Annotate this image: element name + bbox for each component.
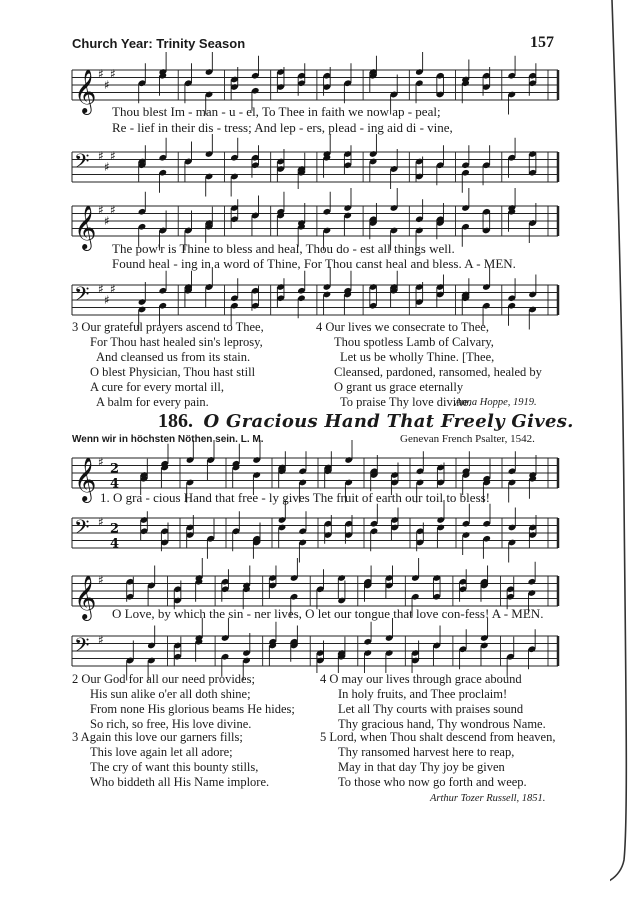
- stanza-3: [72, 730, 269, 790]
- stanza-line: The cry of want this bounty stills,: [90, 760, 259, 774]
- stanza-line: Who biddeth all His Name implore.: [90, 775, 270, 789]
- stanza-line: For Thou hast healed sin's leprosy,: [90, 335, 263, 349]
- stanza-line: A cure for every mortal ill,: [90, 380, 224, 394]
- stanza-line: Let all Thy courts with praises sound: [338, 702, 524, 716]
- svg-text:♯: ♯: [98, 148, 104, 163]
- section-header: Church Year: Trinity Season: [72, 36, 246, 51]
- svg-text:♯: ♯: [98, 632, 104, 647]
- svg-text:4: 4: [110, 536, 120, 552]
- svg-text:2: 2: [110, 521, 120, 537]
- svg-text:♯: ♯: [98, 514, 104, 529]
- stanza-line: 4 O may our lives through grace abound: [320, 672, 522, 686]
- stanza-line: His sun alike o'er all doth shine;: [90, 687, 251, 701]
- author-attribution: Anna Hoppe, 1919.: [455, 397, 537, 408]
- stanza-line: 3 Again this love our garners fills;: [72, 730, 243, 744]
- music-staff-bass: [72, 512, 558, 556]
- stanza-line: In holy fruits, and Thee proclaim!: [338, 687, 508, 701]
- svg-text:𝄢: 𝄢: [74, 149, 90, 178]
- svg-text:♯: ♯: [110, 148, 116, 163]
- stanza-5: [320, 730, 555, 790]
- stanza-line: To those who now go forth and weep.: [338, 775, 527, 789]
- svg-text:♯: ♯: [110, 202, 116, 217]
- stanza-line: 5 Lord, when Thou shalt descend from heaven,: [320, 730, 556, 744]
- stanza-line: Thou spotless Lamb of Calvary,: [334, 335, 494, 349]
- stanza-line: To praise Thy love divine.: [340, 395, 472, 409]
- author-attribution: Arthur Tozer Russell, 1851.: [430, 793, 546, 804]
- svg-text:♯: ♯: [110, 66, 116, 81]
- page-edge-decoration: [610, 0, 640, 914]
- stanza-line: Thy ransomed harvest here to reap,: [338, 745, 515, 759]
- stanza-line: O grant us grace eternally: [334, 380, 464, 394]
- lyric-line: The pow'r is Thine to bless and heal, Thou do - est all things well.: [112, 241, 455, 256]
- svg-text:♯: ♯: [98, 281, 104, 296]
- svg-text:𝄞: 𝄞: [74, 69, 97, 113]
- lyric-line: Found heal - ing in a word of Thine, For Thou canst heal and bless. A - MEN.: [112, 256, 516, 271]
- svg-text:♯: ♯: [104, 160, 110, 174]
- stanza-line: 4 Our lives we consecrate to Thee,: [316, 320, 489, 334]
- svg-text:4: 4: [110, 476, 120, 492]
- svg-text:♯: ♯: [104, 214, 110, 228]
- svg-text:𝄢: 𝄢: [74, 515, 90, 544]
- stanza-line: May in that day Thy joy be given: [338, 760, 505, 774]
- lyric-line: O Love, by which the sin - ner lives, O let our tongue that love con-fess! A - MEN.: [112, 606, 544, 621]
- stanza-line: So rich, so free, His love divine.: [90, 717, 252, 731]
- stanza-line: This love again let all adore;: [90, 745, 233, 759]
- svg-text:2: 2: [110, 461, 120, 477]
- svg-text:♯: ♯: [104, 293, 110, 307]
- hymn-name: O Gracious Hand That Freely Gives.: [203, 411, 574, 432]
- svg-text:𝄞: 𝄞: [74, 457, 97, 501]
- hymn-title: [158, 410, 574, 433]
- svg-text:♯: ♯: [98, 454, 104, 469]
- music-staff-bass: [72, 279, 558, 323]
- svg-text:♯: ♯: [98, 202, 104, 217]
- music-staff-bass: [72, 630, 558, 674]
- page-number: 157: [530, 34, 554, 51]
- svg-text:𝄞: 𝄞: [74, 575, 97, 619]
- stanza-line: Let us be wholly Thine. [Thee,: [340, 350, 495, 364]
- tune-source: Genevan French Psalter, 1542.: [400, 433, 535, 445]
- tune-name: Wenn wir in höchsten Nöthen sein. L. M.: [72, 434, 264, 445]
- stanza-4: [320, 672, 546, 732]
- stanza-line: 2 Our God for all our need provides;: [72, 672, 255, 686]
- svg-text:𝄢: 𝄢: [74, 282, 90, 311]
- svg-text:♯: ♯: [110, 281, 116, 296]
- lyric-line: Re - lief in their dis - tress; And lep - ers, plead - ing aid di - vine,: [112, 120, 453, 135]
- stanza-2: [72, 672, 295, 732]
- lyric-line: Thou blest Im - man - u - el, To Thee in faith we now ap - peal;: [112, 104, 441, 119]
- stanza-line: From none His glorious beams He hides;: [90, 702, 295, 716]
- svg-text:♯: ♯: [104, 78, 110, 92]
- stanza-line: And cleansed us from its stain.: [96, 350, 251, 364]
- svg-text:𝄞: 𝄞: [74, 205, 97, 249]
- stanza-line: 3 Our grateful prayers ascend to Thee,: [72, 320, 264, 334]
- stanza-3: [72, 320, 264, 410]
- stanza-line: Thy gracious hand, Thy wondrous Name.: [338, 717, 546, 731]
- stanza-line: Cleansed, pardoned, ransomed, healed by: [334, 365, 542, 379]
- svg-text:♯: ♯: [98, 572, 104, 587]
- hymn-number: 186.: [158, 410, 193, 432]
- stanza-line: A balm for every pain.: [96, 395, 209, 409]
- lyric-line: 1. O gra - cious Hand that free - ly gives The fruit of earth our toil to bless!: [100, 490, 491, 505]
- svg-text:𝄢: 𝄢: [74, 633, 90, 662]
- stanza-line: O blest Physician, Thou hast still: [90, 365, 256, 379]
- svg-text:♯: ♯: [98, 66, 104, 81]
- music-staff-bass: [72, 146, 558, 190]
